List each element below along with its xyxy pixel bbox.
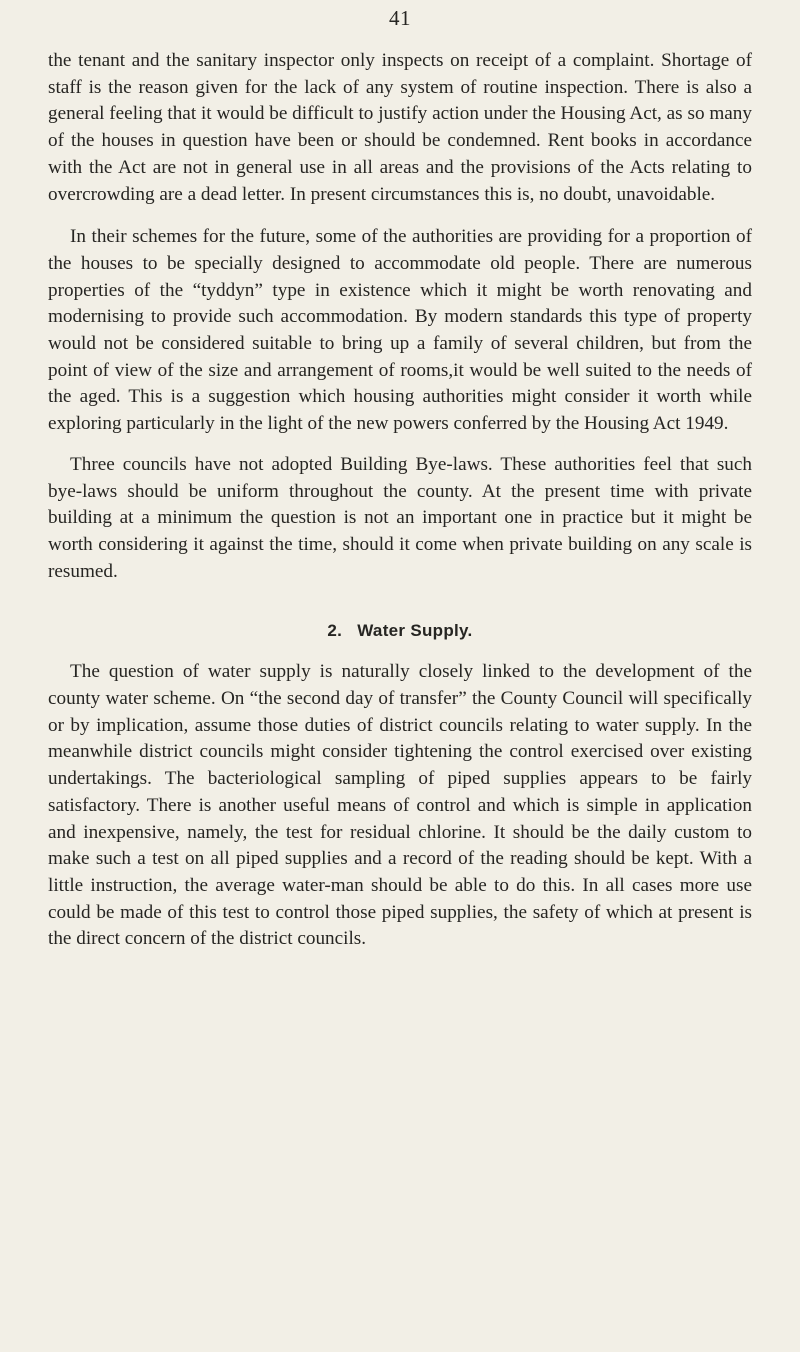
section-heading: [48, 621, 752, 641]
paragraph-tenant-inspection: the tenant and the sanitary inspector only inspects on receipt of a complaint. Shortage of staff is the reason given for the lack of any system of routine inspection. There is also a general feeling that it would be difficult to justify action under the Housing Act, as so many of the houses in question have been or should be condemned. Rent books in accordance with the Act are not in general use in all areas and the provisions of the Acts relating to overcrowding are a dead letter. In present circumstances this is, no doubt, unavoidable.: [48, 50, 752, 205]
paragraph-building-bye-laws: Three councils have not adopted Building Bye-laws. These authorities feel that such bye-laws should be uniform throughout the county. At the present time with private building at a minimum the question is not an important one in practice but it might be worth considering it against the time, should it come when private building on any scale is resumed.: [48, 453, 752, 582]
page-number: 41: [389, 6, 411, 30]
paragraph-water-supply: The question of water supply is naturally closely linked to the development of the county water scheme. On “the second day of transfer” the County Council will specifically or by implication, assume those duties of district councils relating to water supply. In the meanwhile district councils might consider tightening the control exercised over existing undertakings. The bacteriological sampling of piped supplies appears to be fairly satisfactory. There is another useful means of control and which is simple in application and inexpensive, namely, the test for residual chlorine. It should be the daily custom to make such a test on all piped supplies and a record of the reading should be kept. With a little instruction, the average water-man should be able to do this. In all cases more use could be made of this test to control those piped supplies, the safety of which at present is the direct concern of the district councils.: [48, 661, 752, 950]
section-number: 2.: [327, 621, 343, 641]
paragraph-old-people-housing: In their schemes for the future, some of the authorities are providing for a proportion of the houses to be specially designed to accommodate old people. There are numerous properties of the “tyddyn” type in existence which it might be worth renovating and modernising to provide such accommodation. By modern standards this type of property would not be considered suitable to bring up a family of several children, but from the point of view of the size and arrangement of rooms,it would be well suited to the needs of the aged. This is a suggestion which housing authorities might consider it worth while exploring particularly in the light of the new powers conferred by the Housing Act 1949.: [48, 226, 752, 435]
section-title: Water Supply.: [357, 621, 473, 641]
page-body: [48, 48, 752, 953]
